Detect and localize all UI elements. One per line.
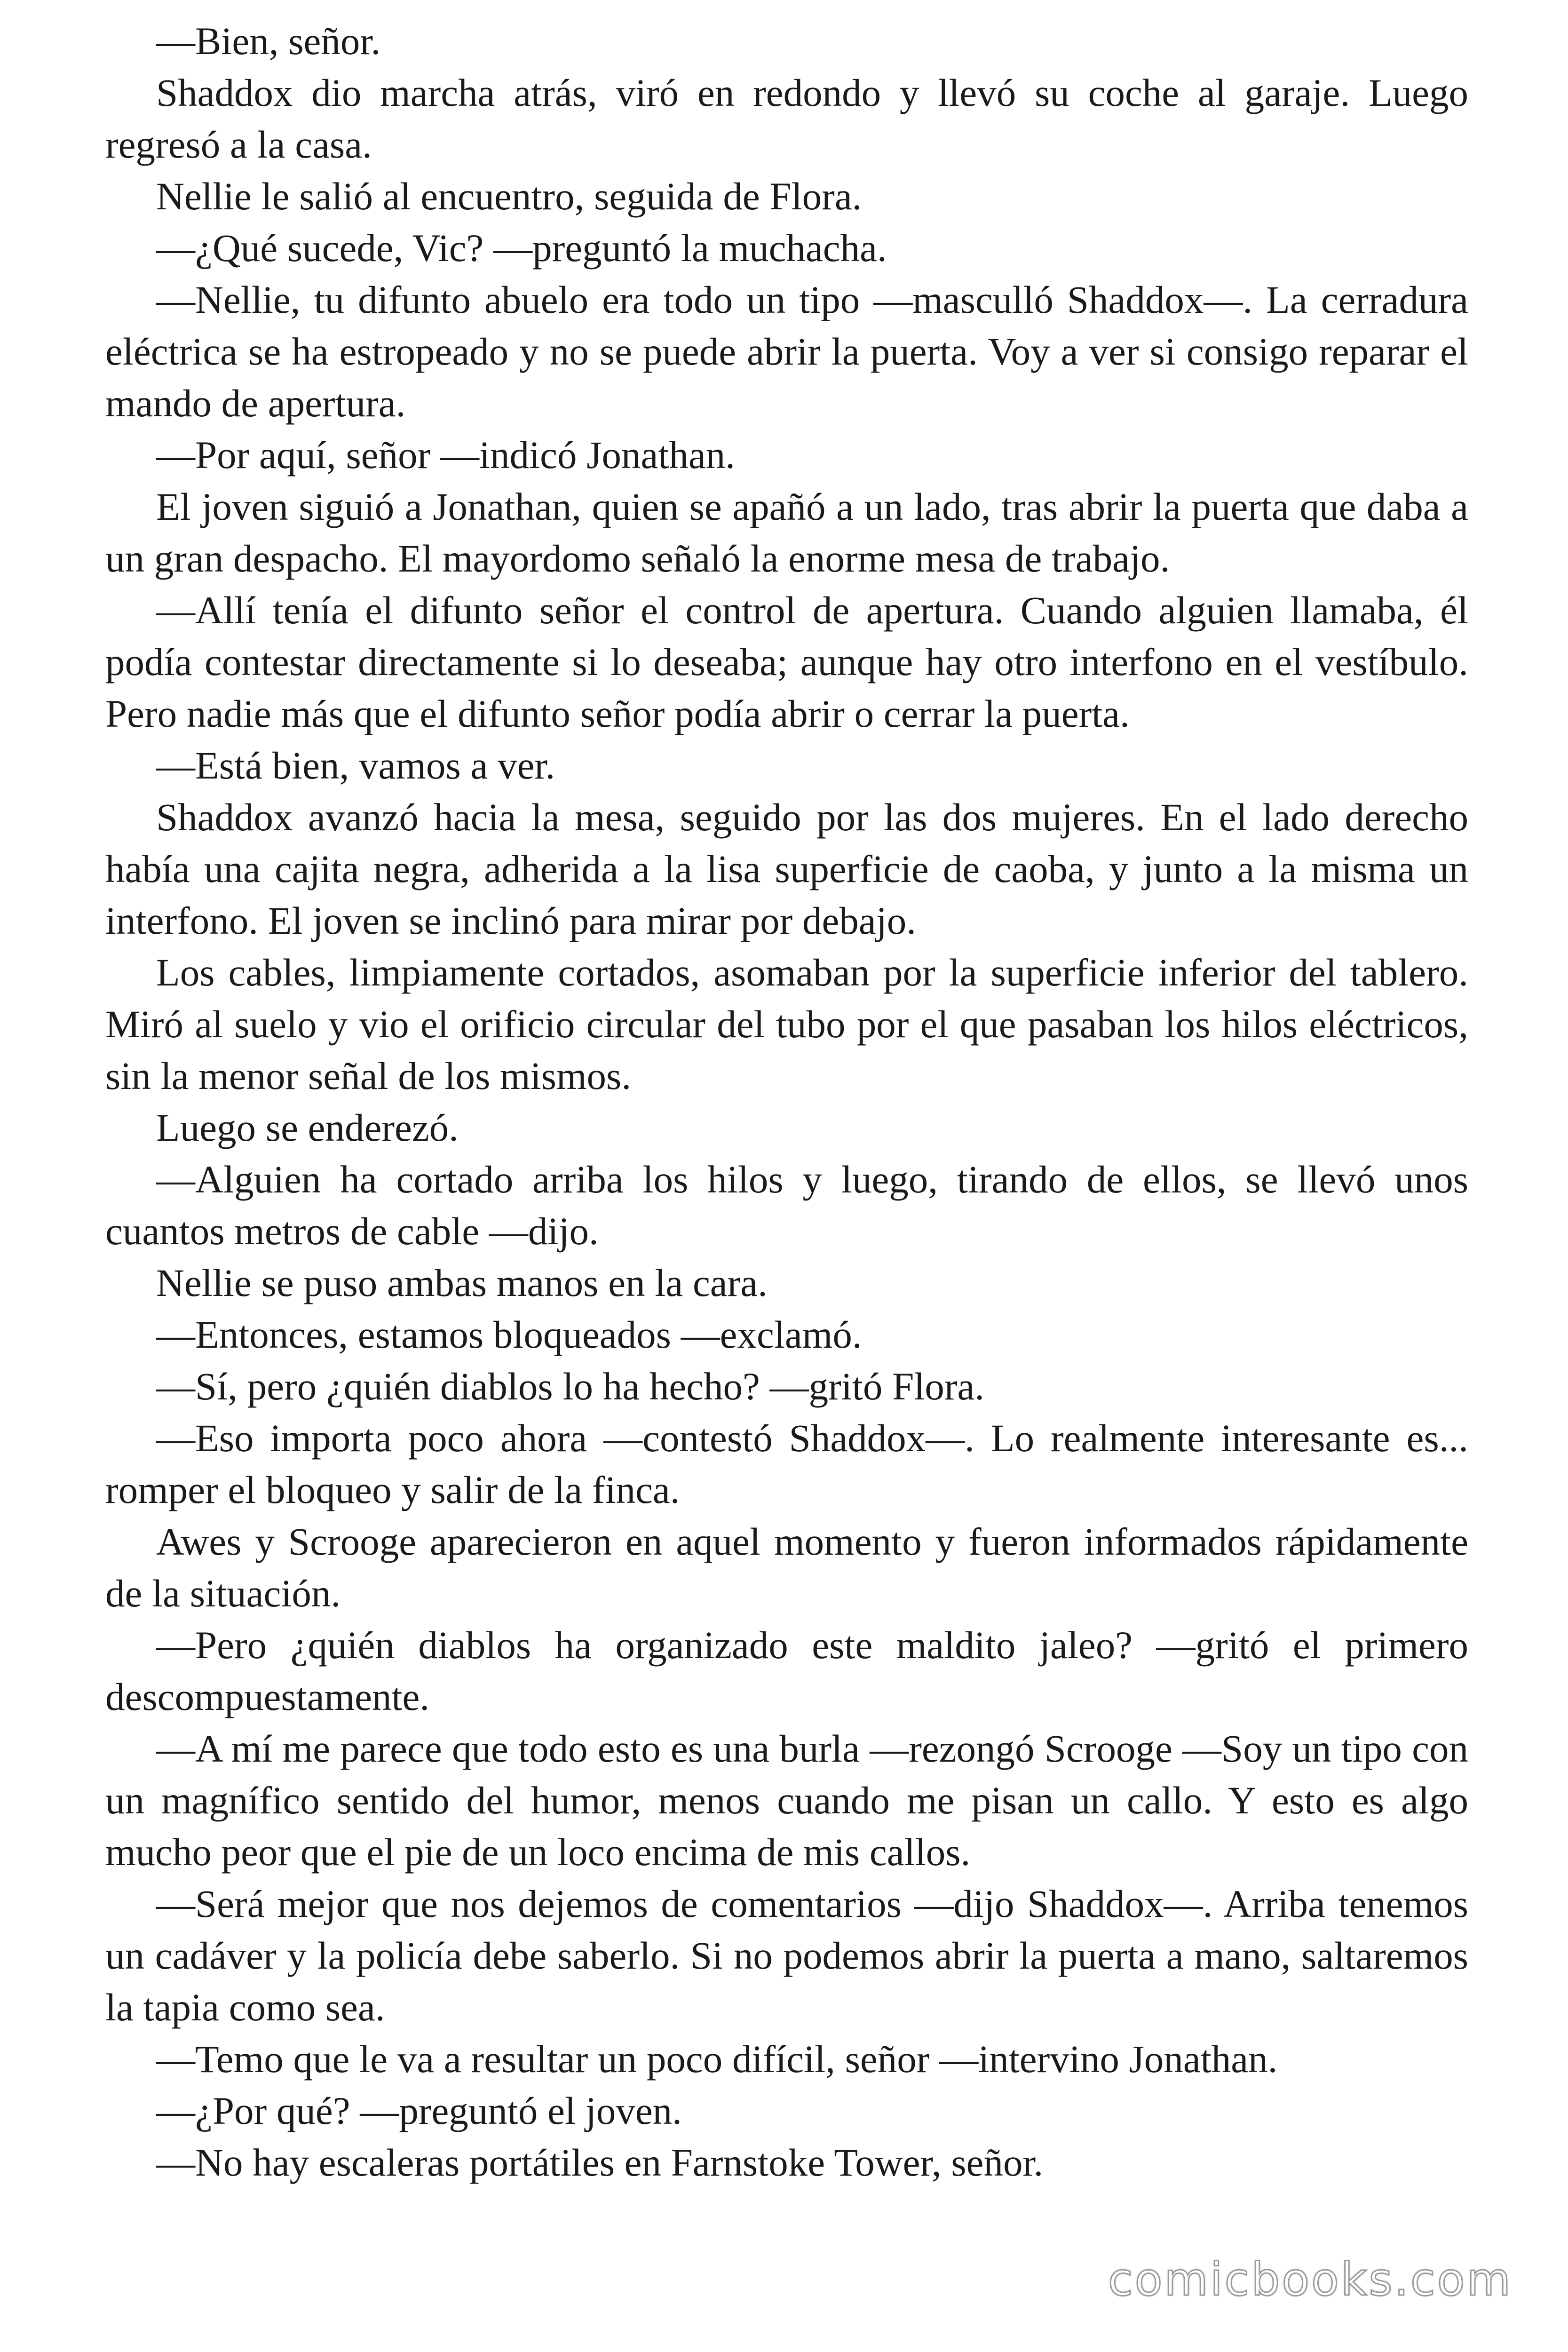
paragraph: —Por aquí, señor —indicó Jonathan. — [156, 433, 735, 477]
paragraph: Luego se enderezó. — [156, 1106, 459, 1149]
paragraph: —¿Qué sucede, Vic? —preguntó la muchacha. — [156, 226, 887, 270]
paragraph: —¿Por qué? —preguntó el joven. — [156, 2089, 682, 2132]
paragraph: —Pero ¿quién diablos ha organizado este maldito jaleo? —gritó el primero descompuestamente. — [105, 1623, 1468, 1718]
paragraph: —A mí me parece que todo esto es una burla —rezongó Scrooge —Soy un tipo con un magnífico sentido del humor, menos cuando me pisan un callo. Y esto es algo mucho peor que el pie de un loco encima de mis callos. — [105, 1727, 1468, 1874]
paragraph: El joven siguió a Jonathan, quien se apañó a un lado, tras abrir la puerta que daba a un gran despacho. El mayordomo señaló la enorme mesa de trabajo. — [105, 485, 1468, 580]
paragraph: —Nellie, tu difunto abuelo era todo un tipo —masculló Shaddox—. La cerradura eléctrica se ha estropeado y no se puede abrir la puerta. Voy a ver si consigo reparar el mando de apertura. — [105, 278, 1468, 425]
paragraph: —Bien, señor. — [156, 19, 381, 63]
paragraph: —Eso importa poco ahora —contestó Shaddox—. Lo realmente interesante es... romper el bloqueo y salir de la finca. — [105, 1416, 1468, 1511]
paragraph: Shaddox dio marcha atrás, viró en redondo y llevó su coche al garaje. Luego regresó a la casa. — [105, 71, 1468, 166]
paragraph: —Entonces, estamos bloqueados —exclamó. — [156, 1313, 862, 1356]
book-page — [105, 15, 1468, 2188]
paragraph: —Será mejor que nos dejemos de comentarios —dijo Shaddox—. Arriba tenemos un cadáver y la policía debe saberlo. Si no podemos abrir la puerta a mano, saltaremos la tapia como sea. — [105, 1882, 1468, 2029]
paragraph: Nellie se puso ambas manos en la cara. — [156, 1261, 768, 1304]
paragraph: —No hay escaleras portátiles en Farnstoke Tower, señor. — [156, 2141, 1044, 2184]
paragraph: —Allí tenía el difunto señor el control de apertura. Cuando alguien llamaba, él podía contestar directamente si lo deseaba; aunque hay otro interfono en el vestíbulo. Pero nadie más que el difunto señor podía abrir o cerrar la puerta. — [105, 588, 1468, 735]
paragraph: —Alguien ha cortado arriba los hilos y luego, tirando de ellos, se llevó unos cuantos metros de cable —dijo. — [105, 1158, 1468, 1253]
paragraph: Nellie le salió al encuentro, seguida de Flora. — [156, 175, 862, 218]
paragraph: —Está bien, vamos a ver. — [156, 744, 555, 787]
paragraph: Shaddox avanzó hacia la mesa, seguido por las dos mujeres. En el lado derecho había una cajita negra, adherida a la lisa superficie de caoba, y junto a la misma un interfono. El joven se inclinó para mirar por debajo. — [105, 795, 1468, 942]
watermark-text: comicbooks.com — [1108, 2253, 1513, 2306]
paragraph: Los cables, limpiamente cortados, asomaban por la superficie inferior del tablero. Miró al suelo y vio el orificio circular del tubo por el que pasaban los hilos eléctricos, sin la menor señal de los mismos. — [105, 951, 1468, 1097]
paragraph: Awes y Scrooge aparecieron en aquel momento y fueron informados rápidamente de la situación. — [105, 1520, 1468, 1615]
paragraph: —Sí, pero ¿quién diablos lo ha hecho? —gritó Flora. — [156, 1365, 985, 1408]
paragraph: —Temo que le va a resultar un poco difícil, señor —intervino Jonathan. — [156, 2037, 1278, 2081]
